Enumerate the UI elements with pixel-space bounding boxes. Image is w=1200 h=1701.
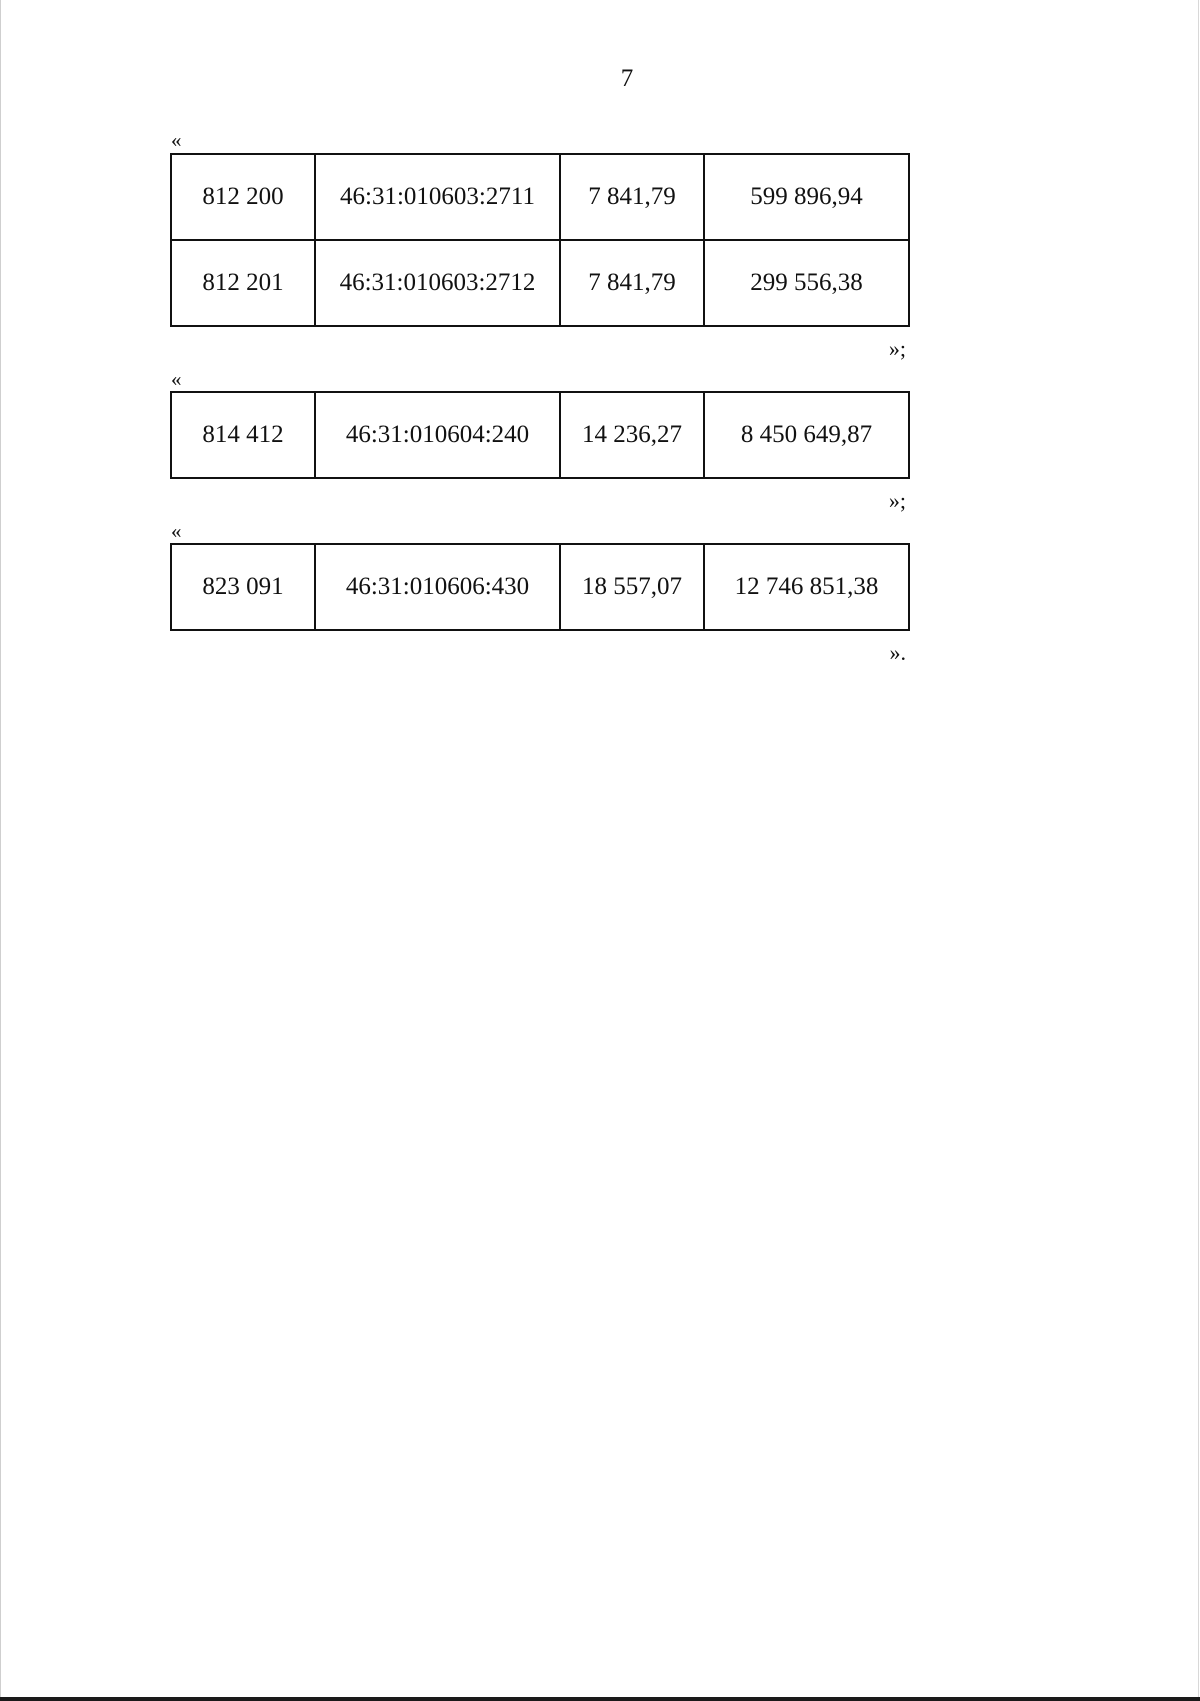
block-2-close-quote: »; xyxy=(888,488,906,513)
specific-value-cell: 7 841,79 xyxy=(560,240,704,326)
page-number: 7 xyxy=(620,65,634,92)
cadastral-number-cell: 46:31:010604:240 xyxy=(315,392,560,478)
cadastral-number-cell: 46:31:010606:430 xyxy=(315,544,560,630)
block-1-table xyxy=(170,153,910,327)
table-row xyxy=(171,544,909,630)
cadastral-number-cell: 46:31:010603:2712 xyxy=(315,240,560,326)
specific-value-cell: 7 841,79 xyxy=(560,154,704,240)
page-edge-left xyxy=(0,0,1,1701)
block-2-open-quote: « xyxy=(171,367,182,391)
table-row xyxy=(171,240,909,326)
cadastral-value-cell: 299 556,38 xyxy=(704,240,909,326)
row-number-cell: 812 201 xyxy=(171,240,315,326)
block-3-open-quote: « xyxy=(171,519,182,543)
table-row xyxy=(171,392,909,478)
specific-value-cell: 14 236,27 xyxy=(560,392,704,478)
table-row xyxy=(171,154,909,240)
row-number-cell: 823 091 xyxy=(171,544,315,630)
cadastral-number-cell: 46:31:010603:2711 xyxy=(315,154,560,240)
cadastral-value-cell: 12 746 851,38 xyxy=(704,544,909,630)
row-number-cell: 812 200 xyxy=(171,154,315,240)
specific-value-cell: 18 557,07 xyxy=(560,544,704,630)
row-number-cell: 814 412 xyxy=(171,392,315,478)
cadastral-value-cell: 8 450 649,87 xyxy=(704,392,909,478)
block-1-open-quote: « xyxy=(171,128,182,152)
page-edge-right xyxy=(1198,0,1199,1701)
block-3-close-quote: ». xyxy=(889,640,906,665)
block-3-table xyxy=(170,543,910,631)
cadastral-value-cell: 599 896,94 xyxy=(704,154,909,240)
block-1-close-quote: »; xyxy=(888,336,906,361)
block-2-table xyxy=(170,391,910,479)
page-edge-bottom xyxy=(0,1697,1200,1701)
